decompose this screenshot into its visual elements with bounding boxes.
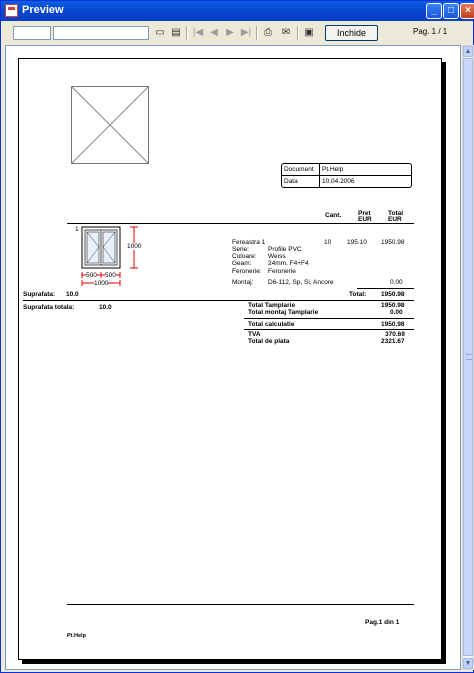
totals-value: 0.00: [390, 309, 403, 316]
fit-width-icon[interactable]: ▭: [155, 27, 165, 38]
separator: [297, 26, 299, 40]
next-page-icon[interactable]: ▶: [226, 27, 234, 38]
item-total-amount: 1950.98: [381, 291, 405, 298]
col-pret: Pret: [358, 210, 371, 217]
scroll-thumb[interactable]: [463, 58, 473, 656]
title-bar[interactable]: [1, 1, 473, 21]
detail-label: Serie:: [232, 246, 249, 253]
suprafata-label: Suprafata:: [23, 291, 56, 298]
montaj-label: Montaj:: [232, 279, 254, 286]
doc-label: Document: [284, 166, 314, 173]
scroll-down-icon[interactable]: ▼: [464, 660, 472, 667]
prev-page-icon[interactable]: ◀: [210, 27, 218, 38]
app-icon: [5, 4, 18, 17]
suprafata-value: 10.0: [66, 291, 79, 298]
detail-value: 24mm, F4+F4: [268, 260, 309, 267]
totals-label: TVA: [248, 331, 261, 338]
totals-label: Total de plata: [248, 338, 290, 345]
save-icon[interactable]: ▣: [304, 27, 314, 38]
item-rule: [23, 300, 414, 301]
preview-viewport: [5, 45, 461, 670]
col-cant: Cant.: [325, 212, 342, 219]
detail-label: Culoare:: [232, 253, 257, 260]
report-page: [18, 58, 442, 660]
totals-value: 1950.98: [381, 321, 405, 328]
email-icon[interactable]: ✉: [281, 27, 291, 38]
dim-width-total: 1000: [94, 280, 109, 287]
totals-label: Total calculatie: [248, 321, 295, 328]
totals-rule: [244, 329, 414, 330]
detail-value: Profile PVC: [268, 246, 302, 253]
suprafata-totala-label: Suprafata totala:: [23, 304, 75, 311]
page-combo[interactable]: [53, 26, 149, 40]
detail-label: Geam:: [232, 260, 252, 267]
logo-placeholder: [71, 86, 149, 164]
item-total-label: Total:: [349, 291, 367, 298]
totals-value: 370.69: [385, 331, 405, 338]
dim-height: 1000: [127, 243, 142, 250]
amount-rule: [357, 288, 414, 289]
footer-left: Pt.Help: [67, 633, 86, 639]
dim-width-left: 500: [86, 272, 97, 279]
zoom-combo[interactable]: [13, 26, 51, 40]
print-icon[interactable]: ⎙: [264, 27, 272, 38]
detail-value: Weiss: [268, 253, 286, 260]
vertical-scrollbar[interactable]: [462, 45, 474, 670]
maximize-button[interactable]: □: [443, 3, 459, 19]
separator: [186, 26, 188, 40]
totals-label: Total montaj Tamplarie: [248, 309, 319, 316]
toolbar: [5, 23, 471, 43]
item-price: 195.10: [347, 239, 367, 246]
detail-label: Feronerie:: [232, 268, 262, 275]
close-preview-button[interactable]: Inchide: [325, 25, 378, 41]
totals-label: Total Tamplarie: [248, 302, 296, 309]
detail-value: Feronerie: [268, 268, 296, 275]
window-drawing: [79, 224, 145, 290]
document-info-table: [281, 163, 412, 188]
montaj-value: D6-112, Sp, Si, Ancore: [268, 279, 334, 286]
col-total: Total: [388, 210, 404, 217]
item-qty: 10: [324, 239, 332, 246]
montaj-amount: 0.00: [390, 279, 403, 286]
page-indicator: Pag. 1 / 1: [413, 27, 448, 36]
suprafata-totala-value: 10.0: [99, 304, 112, 311]
totals-value: 2321.67: [381, 338, 405, 345]
col-total-unit: EUR: [388, 216, 402, 223]
doc-value: Pt.Help: [322, 166, 344, 173]
dim-width-right: 500: [105, 272, 116, 279]
item-total: 1950.98: [381, 239, 405, 246]
footer-rule: [67, 604, 414, 605]
window-title: Preview: [22, 4, 64, 16]
totals-rule: [244, 318, 414, 319]
fit-page-icon[interactable]: ▤: [171, 27, 181, 38]
footer-page: Pag.1 din 1: [365, 619, 400, 626]
first-page-icon[interactable]: |◀: [192, 27, 204, 38]
scroll-up-icon[interactable]: ▲: [464, 48, 472, 55]
date-value: 10.04.2006: [322, 178, 355, 185]
date-label: Data: [284, 178, 298, 185]
item-number: 1: [75, 226, 79, 233]
col-pret-unit: EUR: [358, 216, 372, 223]
totals-value: 1950.98: [381, 302, 405, 309]
close-window-button[interactable]: ×: [460, 3, 474, 19]
separator: [256, 26, 258, 40]
last-page-icon[interactable]: ▶|: [240, 27, 252, 38]
item-name: Fereastra 1: [232, 239, 266, 246]
minimize-button[interactable]: _: [426, 3, 442, 19]
